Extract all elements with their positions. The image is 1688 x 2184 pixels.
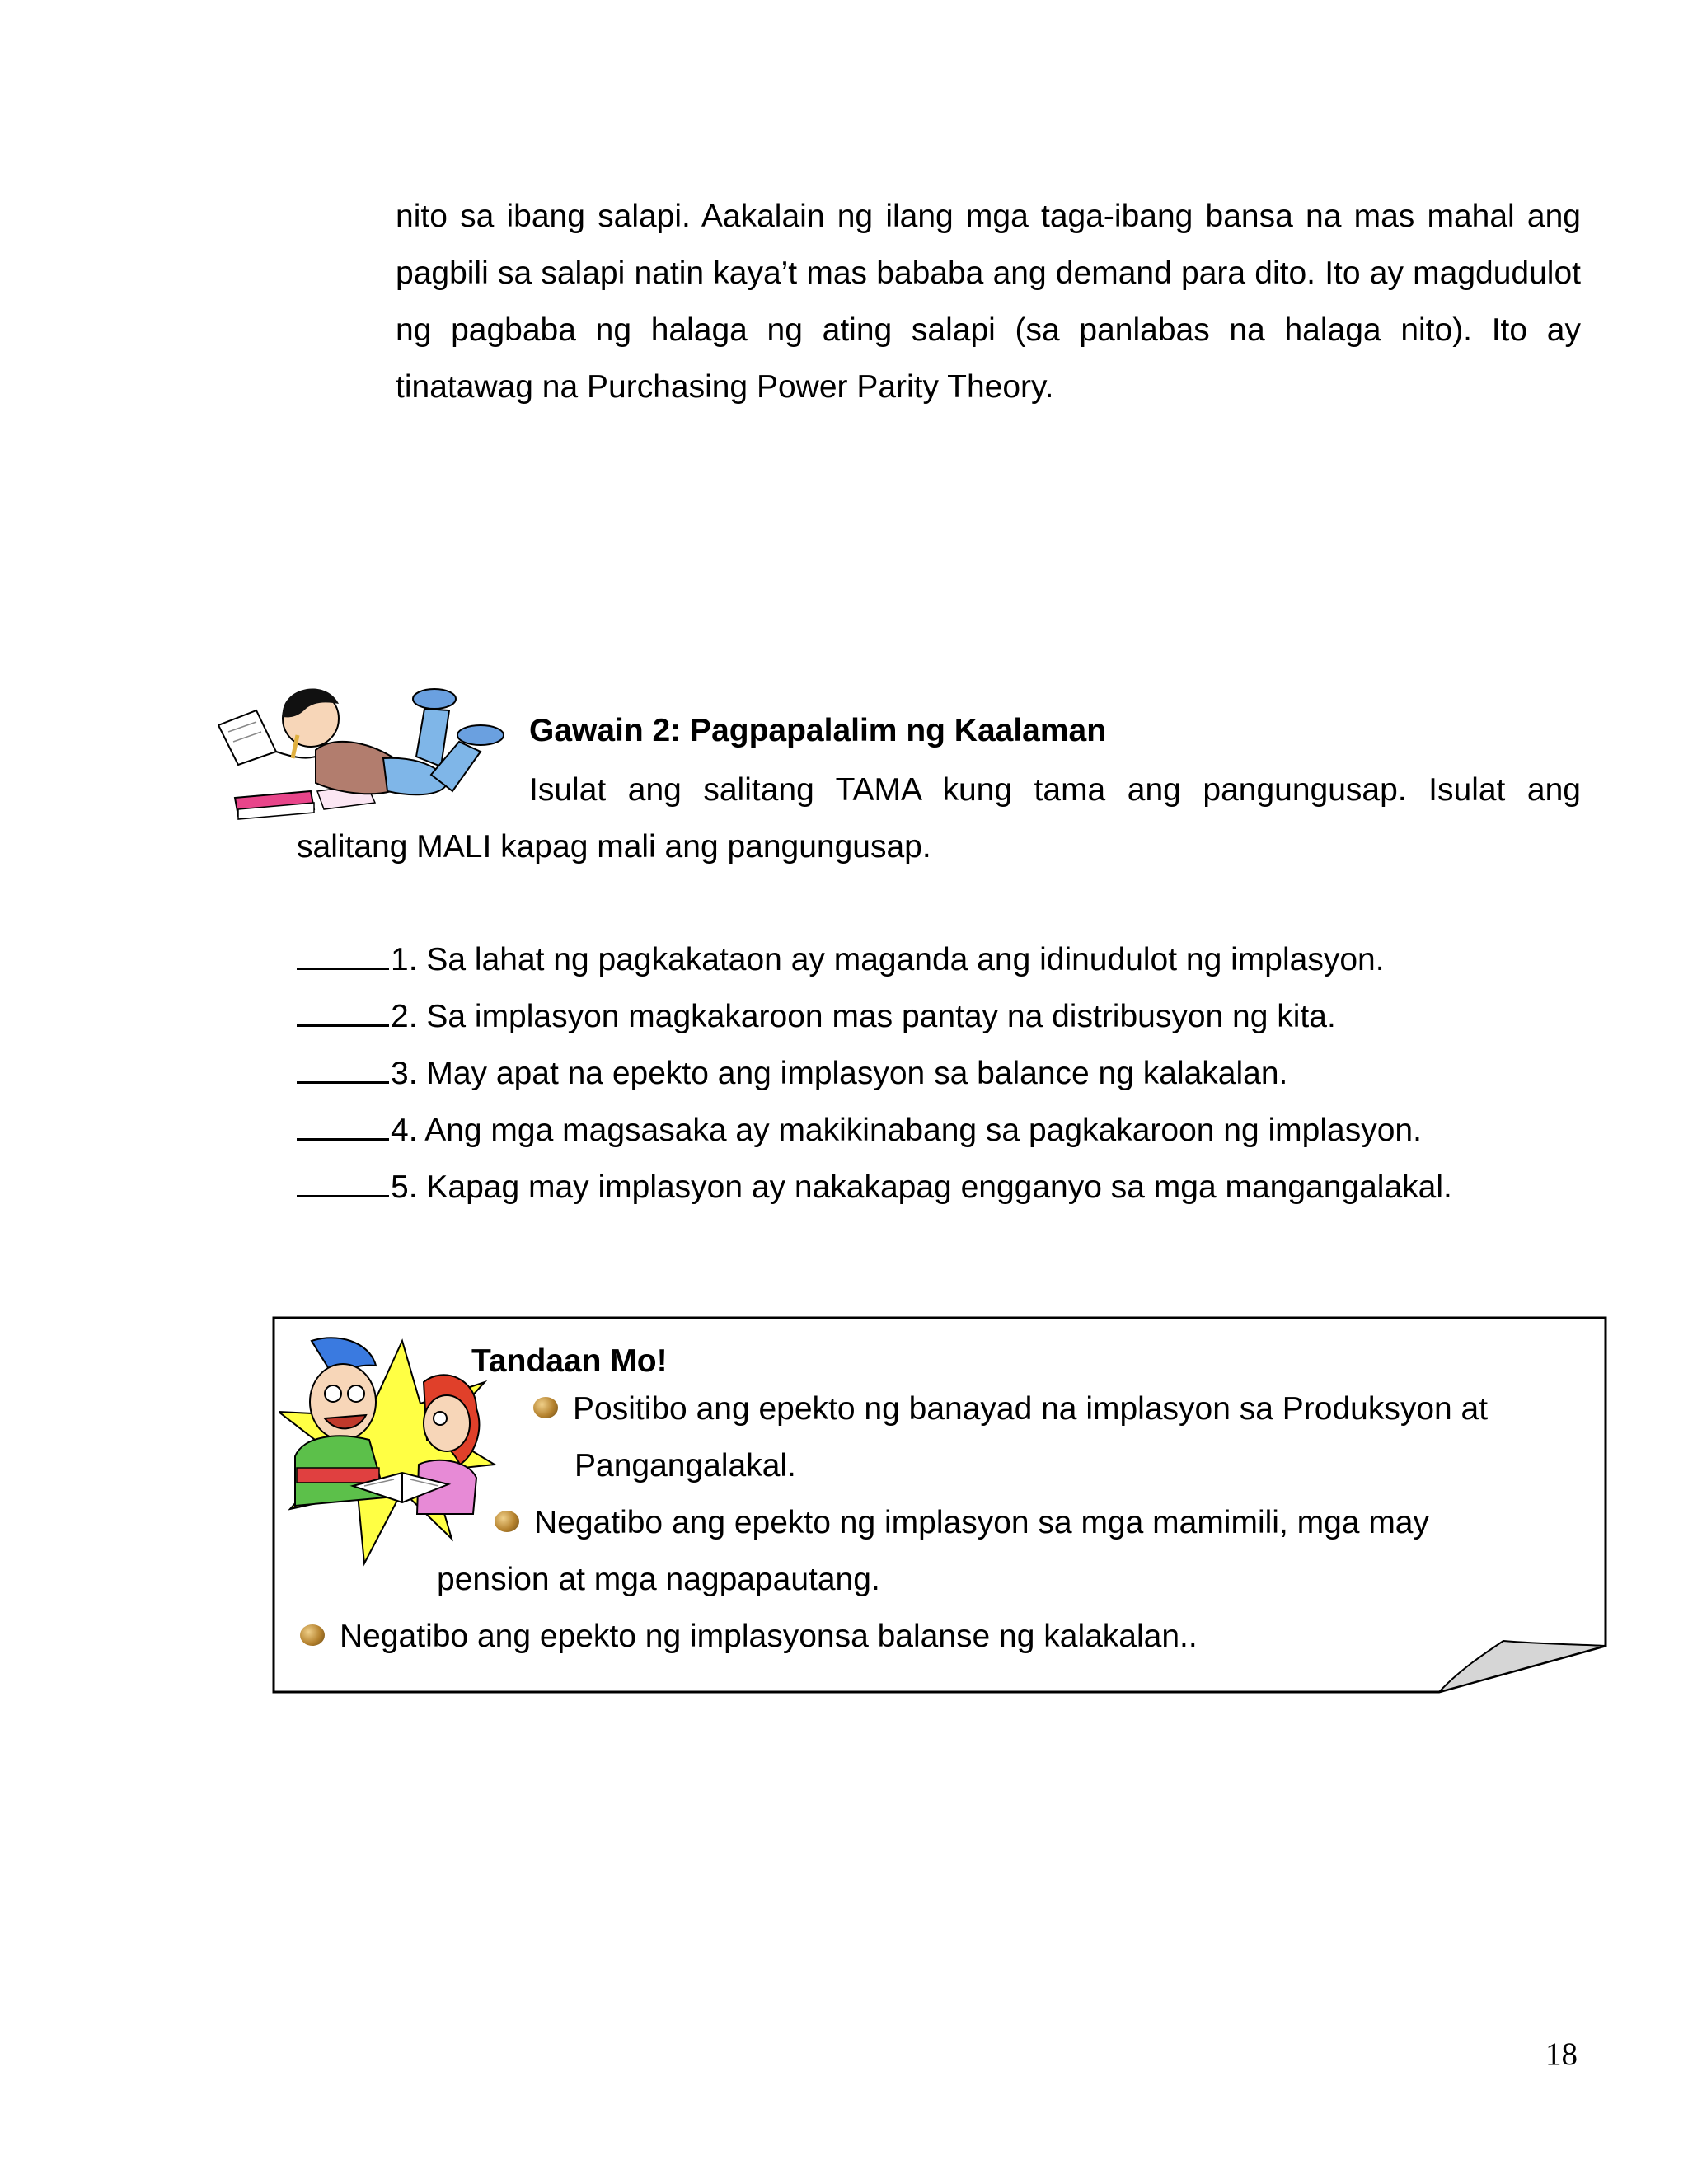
coin-bullet-icon xyxy=(533,1397,558,1418)
reminder-box xyxy=(272,1316,1609,1694)
question-item xyxy=(297,1159,1452,1216)
question-text: 5. Kapag may implasyon ay nakakapag engganyo sa mga mangangalakal. xyxy=(391,1169,1452,1205)
bullet-text-continued: Pangangalakal. xyxy=(574,1448,796,1483)
reminder-bullet xyxy=(533,1380,1580,1494)
answer-blank[interactable] xyxy=(297,1058,389,1084)
question-text: 3. May apat na epekto ang implasyon sa balance ng kalakalan. xyxy=(391,1056,1288,1091)
question-text: 4. Ang mga magsasaka ay makikinabang sa pagkakaroon ng implasyon. xyxy=(391,1113,1422,1148)
question-item xyxy=(297,931,1452,988)
answer-blank[interactable] xyxy=(297,1172,389,1197)
kids-illustration xyxy=(279,1333,497,1572)
answer-blank[interactable] xyxy=(297,1001,389,1027)
bullet-text: Negatibo ang epekto ng implasyonsa balanse ng kalakalan.. xyxy=(340,1619,1198,1654)
answer-blank[interactable] xyxy=(297,944,389,970)
intro-paragraph: nito sa ibang salapi. Aakalain ng ilang mga taga-ibang bansa na mas mahal ang pagbili sa salapi natin kaya’t mas bababa ang demand para dito. Ito ay magdudulot ng pagbaba ng halaga ng ating salapi (sa panlabas na halaga nito). Ito ay tinatawag na Purchasing Power Parity Theory. xyxy=(396,199,1581,405)
reminder-bullet xyxy=(437,1494,1580,1608)
reminder-bullet xyxy=(300,1608,1454,1665)
coin-bullet-icon xyxy=(300,1624,325,1646)
reminder-title: Tandaan Mo! xyxy=(471,1343,668,1379)
question-item xyxy=(297,988,1452,1045)
page-number: 18 xyxy=(1545,2036,1578,2072)
question-item xyxy=(297,1102,1452,1159)
bullet-text-continued: pension at mga nagpapautang. xyxy=(437,1562,880,1597)
activity-instruction: Isulat ang salitang TAMA kung tama ang pangungusap. Isulat ang salitang MALI kapag mali ang pangungusap. xyxy=(297,772,1581,865)
activity-title: Gawain 2: Pagpapalalim ng Kaalaman xyxy=(529,713,1107,748)
question-text: 2. Sa implasyon magkakaroon mas pantay na distribusyon ng kita. xyxy=(391,999,1336,1034)
question-item xyxy=(297,1045,1452,1102)
question-text: 1. Sa lahat ng pagkakataon ay maganda ang idinudulot ng implasyon. xyxy=(391,942,1385,977)
answer-blank[interactable] xyxy=(297,1115,389,1141)
coin-bullet-icon xyxy=(495,1511,519,1532)
question-list xyxy=(297,931,1452,1216)
bullet-text: Negatibo ang epekto ng implasyon sa mga mamimili, mga may xyxy=(534,1505,1430,1540)
bullet-text: Positibo ang epekto ng banayad na implasyon sa Produksyon at xyxy=(573,1391,1489,1427)
